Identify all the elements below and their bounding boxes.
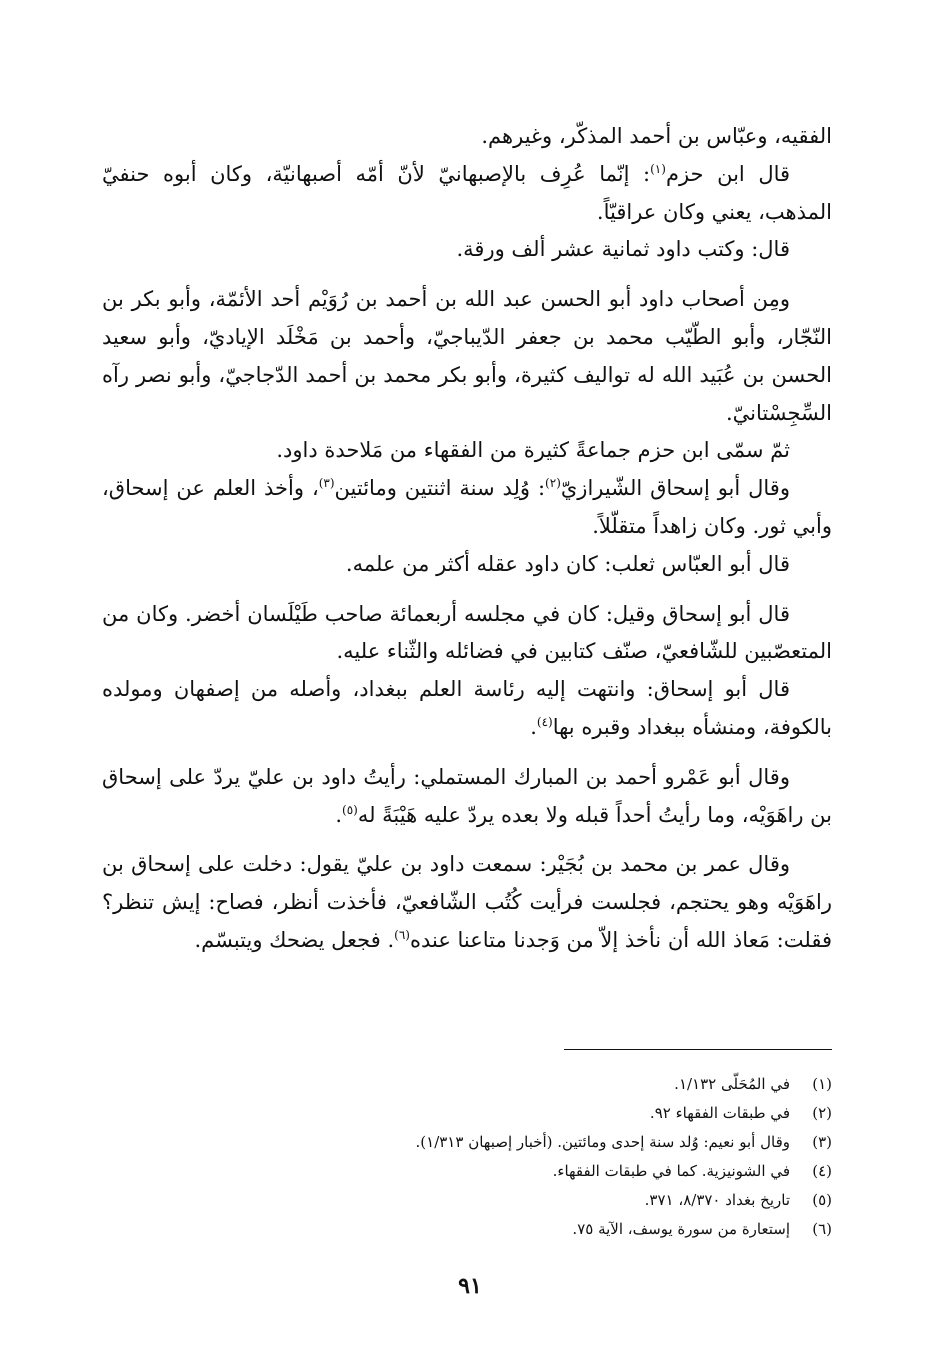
paragraph: الفقيه، وعبّاس بن أحمد المذكّر، وغيرهم. [481, 124, 832, 148]
footnote-item [102, 1128, 832, 1157]
main-text [102, 118, 832, 960]
footnote-text: في المُحَلّى ١/١٣٢. [674, 1075, 790, 1093]
footnote-text: في الشونيزية. كما في طبقات الفقهاء. [552, 1162, 790, 1180]
footnote-number: (١) [812, 1075, 832, 1093]
paragraph: وقال عمر بن محمد بن بُجَيْر: سمعت داود بن عليّ يقول: دخلت على إسحاق بن راهَوَيْه وهو يحتجم، فجلست فرأيت كُتُب الشّافعيّ، فأخذت أنظر، فصاح: إيش تنظر؟ فقلت: مَعاذ الله أن نأخذ إلاّ من وَجدنا متاعنا عنده$^{(٦)}$. فجعل يضحك ويتبسّم. [102, 852, 832, 952]
paragraph: وقال أبو عَمْرو أحمد بن المبارك المستملي: رأيتُ داود بن عليّ يردّ على إسحاق بن راهَوَيْه، وما رأيتُ أحداً قبله ولا بعده يردّ عليه هَيْبَةً له$^{(٥)}$. [102, 764, 832, 827]
footnote-text: وقال أبو نعيم: وُلد سنة إحدى ومائتين. (أخبار إصبهان ١/٣١٣). [415, 1133, 790, 1151]
footnote-item [102, 1070, 832, 1099]
footnote-text: تاريخ بغداد ٨/٣٧٠، ٣٧١. [644, 1191, 790, 1209]
paragraph: قال أبو العبّاس ثعلب: كان داود عقله أكثر من علمه. [345, 551, 790, 576]
footnote-item [102, 1215, 832, 1244]
footnote-ref[interactable]: (٤) [536, 714, 553, 729]
footnote-text: إستعارة من سورة يوسف، الآية ٧٥. [572, 1220, 790, 1238]
footnote-number: (٢) [812, 1104, 832, 1122]
footnote-number: (٦) [812, 1220, 832, 1238]
paragraph: وقال أبو إسحاق الشّيرازيّ$^{(٢)}$: وُلِد سنة اثنتين ومائتين$^{(٣)}$، وأخذ العلم عن إسحاق، وأبي ثور. وكان زاهداً متقلّلاً. [102, 476, 832, 538]
footnote-item [102, 1099, 832, 1128]
footnote-ref[interactable]: (٦) [394, 927, 410, 942]
footnote-item [102, 1157, 832, 1186]
footnote-text: في طبقات الفقهاء ٩٢. [649, 1104, 790, 1122]
footnote-ref[interactable]: (١) [650, 161, 666, 176]
footnote-ref[interactable]: (٥) [342, 802, 358, 817]
footnote-item [102, 1186, 832, 1215]
footnotes [102, 1070, 832, 1244]
paragraph: قال ابن حزم$^{(١)}$: إنّما عُرِف بالإصبهانيّ لأنّ أمّه أصبهانيّة، وكان أبوه حنفيّ المذهب، يعني وكان عراقيّاً. [102, 161, 832, 224]
footnote-divider [564, 1049, 832, 1050]
paragraph: قال: وكتب داود ثمانية عشر ألف ورقة. [456, 237, 790, 262]
paragraph: قال أبو إسحاق: وانتهت إليه رئاسة العلم ببغداد، وأصله من إصفهان ومولده بالكوفة، ومنشأه ببغداد وقبره بها$^{(٤)}$. [102, 677, 832, 739]
paragraph: ثمّ سمّى ابن حزم جماعةً كثيرة من الفقهاء من مَلاحدة داود. [276, 438, 790, 463]
paragraph: قال أبو إسحاق وقيل: كان في مجلسه أربعمائة صاحب طَيْلَسان أخضر. وكان من المتعصّبين للشّافعيّ، صنّف كتابين في فضائله والثّناء عليه. [102, 601, 832, 664]
page-number: ٩١ [458, 1273, 482, 1299]
footnote-number: (٣) [812, 1133, 832, 1151]
paragraph: ومِن أصحاب داود أبو الحسن عبد الله بن أحمد بن رُوَيْم أحد الأئمّة، وأبو بكر بن النّجّار، وأبو الطّيّب محمد بن جعفر الدّيباجيّ، وأحمد بن مَخْلَد الإياديّ، وأبو سعيد الحسن بن عُبَيد الله له تواليف كثيرة، وأبو بكر محمد بن أحمد الدّجاجيّ، وأبو نصر رآه السِّجِسْتانيّ. [102, 287, 832, 425]
footnote-ref[interactable]: (٣) [318, 476, 335, 491]
footnote-number: (٤) [812, 1162, 832, 1180]
footnote-number: (٥) [812, 1191, 832, 1209]
footnote-ref[interactable]: (٢) [545, 476, 561, 491]
